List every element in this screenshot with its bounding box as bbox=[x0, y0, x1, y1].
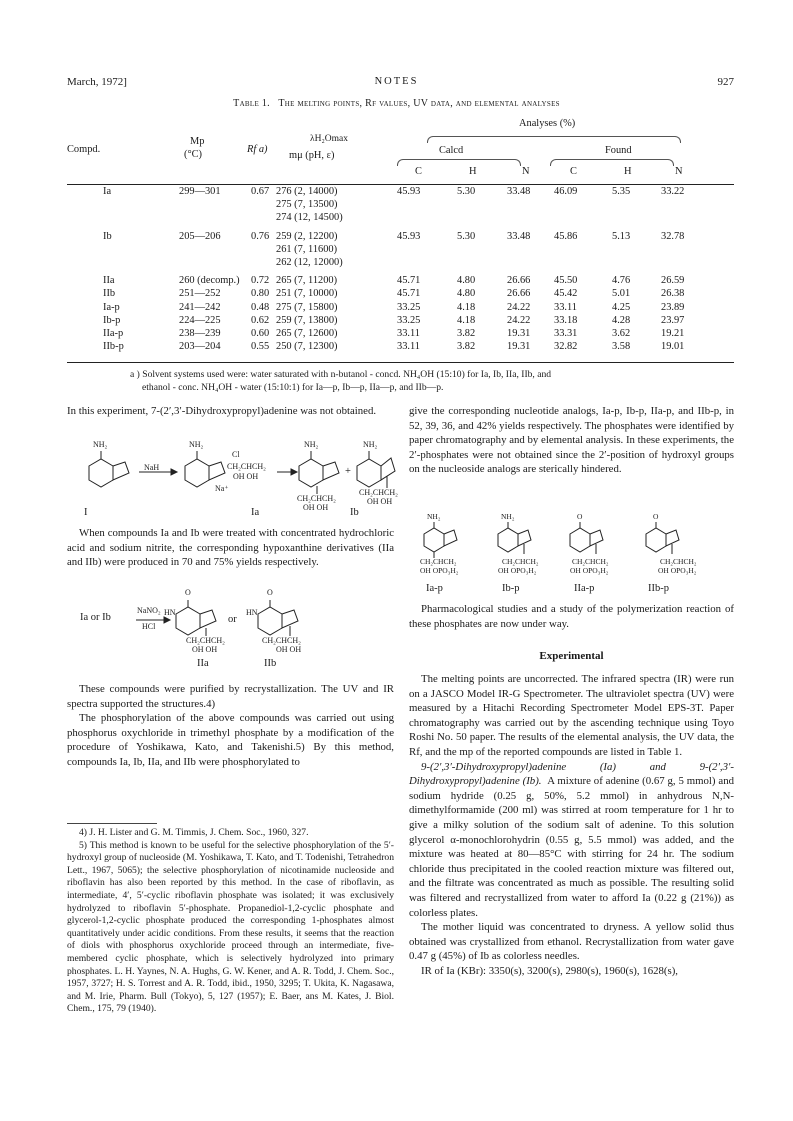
scheme2-reagent2: HCl bbox=[142, 622, 156, 631]
table-footnote-line2: ethanol - conc. NH₄OH - water (15:10:1) for Ia—p, Ib—p, IIa—p, and IIb—p. bbox=[142, 382, 444, 393]
table-cell-rf: 0.80 bbox=[251, 288, 270, 300]
table-cell-fc: 32.82 bbox=[554, 341, 578, 353]
table-cell-fc: 45.86 bbox=[554, 230, 578, 242]
table-cell-uv: 262 (12, 12000) bbox=[276, 257, 343, 268]
scheme1-label-i: I bbox=[84, 507, 88, 518]
table-cell-uv: 250 (7, 12300) bbox=[276, 341, 338, 353]
table-caption bbox=[0, 98, 793, 109]
scheme2-oh-a: OH OH bbox=[192, 645, 218, 654]
scheme3-sub-2: OH OPO₃H₂ bbox=[498, 566, 537, 575]
table-cell-cc: 45.71 bbox=[397, 275, 421, 287]
table-cell-fh: 3.58 bbox=[612, 341, 631, 353]
header-found: Found bbox=[605, 145, 632, 156]
table-cell-uv: 265 (7, 12600) bbox=[276, 328, 338, 339]
table-cell-cn: 24.22 bbox=[507, 314, 531, 326]
table-cell-compd: Ia bbox=[103, 186, 112, 197]
left-paragraph-1: In this experiment, 7-(2′,3′-Dihydroxypropyl)adenine was not obtained. bbox=[67, 405, 377, 417]
table-cell-uv: 261 (7, 11600) bbox=[276, 243, 338, 255]
footnote-rule bbox=[67, 823, 157, 824]
table-cell-fn: 19.01 bbox=[661, 341, 685, 353]
table-cell-ch: 4.80 bbox=[457, 275, 476, 287]
table-cell-mp: 251—252 bbox=[179, 288, 221, 300]
scheme-nucleotide-analogs bbox=[420, 512, 720, 596]
table-cell-mp: 224—225 bbox=[179, 314, 221, 326]
table-cell-uv: 276 (2, 14000) bbox=[276, 186, 338, 197]
right-p1 bbox=[409, 404, 734, 477]
table-cell-cc: 33.11 bbox=[397, 328, 420, 339]
table-cell-rf: 0.62 bbox=[251, 314, 270, 326]
table-cell-fh: 5.13 bbox=[612, 230, 631, 242]
found-brace bbox=[550, 159, 674, 166]
right-paragraph-4 bbox=[409, 760, 734, 921]
table-cell-fc: 45.50 bbox=[554, 275, 578, 287]
scheme2-start: Ia or Ib bbox=[80, 612, 111, 623]
table-cell-uv: 265 (7, 11200) bbox=[276, 275, 338, 287]
header-analyses: Analyses (%) bbox=[519, 118, 576, 129]
scheme2-o-a: O bbox=[185, 588, 191, 597]
table-cell-fn: 23.97 bbox=[661, 314, 685, 326]
table-footnote-line1: a ) Solvent systems used were: water saturated with n-butanol - concd. NH₄OH (15:10) for Ia, Ib, IIa, IIb, and bbox=[130, 369, 552, 380]
table-caption-prefix: Table 1. bbox=[233, 98, 270, 109]
table-cell-uv: 251 (7, 10000) bbox=[276, 288, 338, 300]
table-cell-fh: 3.62 bbox=[612, 328, 631, 339]
header-h: H bbox=[469, 166, 477, 177]
scheme2-label-iia: IIa bbox=[197, 658, 209, 669]
table-cell-rf: 0.67 bbox=[251, 186, 270, 197]
scheme1-nh2-salt: NH₂ bbox=[189, 440, 204, 449]
table-caption-text: The melting points, Rf values, UV data, and elemental analyses bbox=[278, 98, 560, 109]
right-p2 bbox=[409, 602, 734, 631]
scheme2-hn-a: HN bbox=[164, 608, 176, 617]
scheme1-nh2-ib: NH₂ bbox=[363, 440, 378, 449]
header-h-found: H bbox=[624, 166, 632, 177]
scheme1-nh2-ia: NH₂ bbox=[304, 440, 319, 449]
scheme3-label-ib-p: Ib-p bbox=[502, 583, 520, 594]
table-cell-compd: Ib bbox=[103, 230, 112, 242]
table-cell-cn: 26.66 bbox=[507, 275, 531, 287]
table-cell-fh: 5.01 bbox=[612, 288, 631, 300]
left-p1 bbox=[67, 404, 394, 419]
scheme1-nh2-i: NH₂ bbox=[93, 440, 108, 449]
header-section: NOTES bbox=[374, 76, 419, 87]
table-cell-cn: 33.48 bbox=[507, 186, 531, 197]
scheme1-label-ia: Ia bbox=[251, 507, 260, 518]
table-cell-mp: 205—206 bbox=[179, 230, 221, 242]
table-cell-fn: 26.59 bbox=[661, 275, 685, 287]
left-footnotes bbox=[67, 827, 394, 1016]
scheme3-sub-1: OH OPO₃H₂ bbox=[420, 566, 459, 575]
header-rf: Rf a) bbox=[247, 144, 268, 155]
header-uv-units: mμ (pH, ε) bbox=[289, 150, 335, 161]
scheme2-chain-a: CH₂CHCH₂ bbox=[186, 636, 225, 645]
scheme3-label-iib-p: IIb-p bbox=[648, 583, 669, 594]
scheme3-o-4: O bbox=[653, 512, 659, 521]
table-cell-rf: 0.48 bbox=[251, 301, 270, 313]
footnote-5: 5) This method is known to be useful for the selective phosphorylation of the 5′-hydroxyl group of nucleoside (M. Yoshikawa, T. Kato, and T. Todenishi, Tetrahedron Lett., 1967, 5065); the selective phosphorylation of nicotinamide nucleoside and riboflavin has also been reported by this method. In the case of riboflavin, as intermediate, 4′, 5′-cyclic riboflavin phosphate was isolated; it was exclusively hydrolyzed to riboflavin 5′-phosphate. Propanediol-1,2-cyclic phosphate and glycerol-1,2-cyclic phosphate produced the corresponding 1-phosphates almost quantitatively under acidic conditions. From these results, it seems that the reaction of diols with phosphorus oxychloride proceed through an intermediate, five-membered cyclic phosphate, which is selectively hydrolyzed into primary phosphates. L. H. Yaynes, N. A. Hughs, G. W. Kener, and A. R. Todd, J. Chem. Soc., 1957, 3727; H. S. Torrest and A. R. Todd, ibid., 1950, 3295; T. Ukita, K. Nagasawa, and M. Irie, Pharm. Bull (Tokyo), 5, 127 (1957); E. Baer, ans M. Kates, J. Biol. Chem., 175, 79 (1940). bbox=[67, 839, 394, 1015]
header-c-found: C bbox=[570, 166, 577, 177]
right-paragraph-2: Pharmacological studies and a study of the polymerization reaction of these phosphates are now under way. bbox=[409, 603, 734, 630]
table-cell-cn: 24.22 bbox=[507, 301, 531, 313]
left-paragraph-4: The phosphorylation of the above compounds was carried out using phosphorus oxychloride in trimethyl phosphate by a modification of the procedure of Yoshikawa, Kato, and Takenishi.5) By this method, compounds Ia, Ib, IIa, and IIb were phosphorylated to bbox=[67, 712, 394, 768]
header-compd: Compd. bbox=[67, 144, 101, 155]
scheme2-chain-b: CH₂CHCH₂ bbox=[262, 636, 301, 645]
table-cell-uv: 259 (7, 13800) bbox=[276, 314, 338, 326]
table-cell-uv: 275 (7, 15800) bbox=[276, 301, 338, 313]
scheme3-nh2-2: NH₂ bbox=[501, 512, 515, 521]
scheme1-plus: + bbox=[345, 466, 351, 477]
table-cell-compd: Ib-p bbox=[103, 314, 121, 326]
scheme3-chain-2: CH₂CHCH₂ bbox=[502, 557, 539, 566]
header-c: C bbox=[415, 166, 422, 177]
scheme2-hn-b: HN bbox=[246, 608, 258, 617]
scheme2-structures bbox=[80, 596, 380, 668]
table-cell-fc: 45.42 bbox=[554, 288, 578, 300]
table-cell-fn: 26.38 bbox=[661, 288, 685, 300]
scheme2-oh-b: OH OH bbox=[276, 645, 302, 654]
scheme3-label-iia-p: IIa-p bbox=[574, 583, 595, 594]
right-paragraph-3: The melting points are uncorrected. The infrared spectra (IR) were run on a JASCO Model IR-G Spectrometer. The ultraviolet spectra (UV) were measured by a Hitachi Recording Spectrometer Model EPS-3T. Paper chromatography was carried out by the ascending technique using Toyo Roshi No. 50 paper. The results of the elemental analysis, the UV data, the Rf, and the mp of the reported compounds are listed in Table 1. bbox=[409, 673, 734, 758]
scheme3-chain-4: CH₂CHCH₂ bbox=[660, 557, 697, 566]
table-cell-cn: 19.31 bbox=[507, 328, 531, 339]
header-mp: Mp bbox=[190, 136, 205, 147]
scheme-adenine-alkylation bbox=[67, 436, 397, 518]
table-cell-mp: 241—242 bbox=[179, 301, 221, 313]
scheme1-chain: CH₂CHCH₂ bbox=[227, 462, 266, 471]
scheme3-chain-1: CH₂CHCH₂ bbox=[420, 557, 457, 566]
table-cell-compd: Ia-p bbox=[103, 301, 120, 313]
header-page-number: 927 bbox=[717, 76, 734, 88]
table-cell-fc: 33.11 bbox=[554, 301, 577, 313]
table-cell-ch: 5.30 bbox=[457, 186, 476, 197]
table-cell-cc: 45.71 bbox=[397, 288, 421, 300]
table-cell-ch: 4.18 bbox=[457, 301, 476, 313]
scheme1-label-ib: Ib bbox=[350, 507, 359, 518]
table-cell-fc: 33.18 bbox=[554, 314, 578, 326]
table-cell-ch: 3.82 bbox=[457, 341, 476, 353]
scheme2-or: or bbox=[228, 614, 237, 625]
scheme2-reagent1: NaNO₂ bbox=[137, 606, 161, 615]
scheme3-label-ia-p: Ia-p bbox=[426, 583, 443, 594]
table-cell-rf: 0.72 bbox=[251, 275, 270, 287]
table-cell-cc: 33.25 bbox=[397, 314, 421, 326]
scheme1-chain-ib: CH₂CHCH₂ bbox=[359, 488, 398, 497]
right-paragraph-1: give the corresponding nucleotide analogs, Ia-p, Ib-p, IIa-p, and IIb-p, in 52, 39, 36, and 42% yields respectively. The phosphates were identified by paper chromatography and by elemental analysis. In these experiments, the 2′-phosphates were not obtained since the 2′-position of hydroxyl groups on the nucleoside analogs are sterically hindered. bbox=[409, 405, 734, 476]
scheme2-label-iib: IIb bbox=[264, 658, 277, 669]
table-cell-cc: 45.93 bbox=[397, 186, 421, 197]
table-cell-compd: IIa bbox=[103, 275, 115, 287]
section-heading-experimental: Experimental bbox=[539, 650, 604, 662]
table-cell-rf: 0.60 bbox=[251, 328, 270, 339]
header-calcd: Calcd bbox=[439, 145, 464, 156]
header-uv-lambda: λH₂Omax bbox=[310, 134, 348, 144]
table-cell-ch: 5.30 bbox=[457, 230, 476, 242]
header-date: March, 1972] bbox=[67, 76, 127, 88]
scheme3-chain-3: CH₂CHCH₂ bbox=[572, 557, 609, 566]
table-cell-cn: 33.48 bbox=[507, 230, 531, 242]
table-cell-fh: 4.76 bbox=[612, 275, 631, 287]
right-paragraph-5: The mother liquid was concentrated to dryness. A yellow solid thus obtained was crystallized from ethanol. Recrystallization from water gave 0.47 g (45%) of Ib as colorless needles. bbox=[409, 921, 734, 963]
table-cell-fn: 19.21 bbox=[661, 328, 685, 339]
table-cell-mp: 260 (decomp.) bbox=[179, 275, 240, 287]
scheme-hypoxanthine-conversion bbox=[80, 588, 380, 676]
table-cell-fh: 5.35 bbox=[612, 186, 631, 197]
table-cell-cc: 33.11 bbox=[397, 341, 420, 353]
scheme3-o-3: O bbox=[577, 512, 583, 521]
table-cell-fh: 4.25 bbox=[612, 301, 631, 313]
table-cell-compd: IIa-p bbox=[103, 328, 124, 339]
table-rule-top bbox=[67, 184, 734, 185]
left-p2 bbox=[67, 526, 394, 570]
left-p3p4 bbox=[67, 682, 394, 770]
analyses-brace bbox=[427, 136, 681, 143]
header-mp-unit: (°C) bbox=[184, 149, 203, 160]
right-paragraph-6: IR of Ia (KBr): 3350(s), 3200(s), 2980(s), 1960(s), 1628(s), bbox=[421, 964, 678, 977]
right-body bbox=[409, 672, 734, 978]
table-cell-cc: 45.93 bbox=[397, 230, 421, 242]
scheme1-oh: OH OH bbox=[233, 472, 259, 481]
scheme1-reagent: NaH bbox=[144, 463, 160, 472]
table-cell-ch: 4.80 bbox=[457, 288, 476, 300]
scheme1-na: Na⁺ bbox=[215, 484, 229, 493]
table-cell-cn: 19.31 bbox=[507, 341, 531, 353]
scheme1-structures bbox=[67, 436, 397, 518]
calcd-brace bbox=[397, 159, 521, 166]
prep-text: A mixture of adenine (0.67 g, 5 mmol) and sodium hydride (0.25 g, 50%, 5.2 mmol) in anhydrous N,N-dimethylformamide (200 ml) was stirred at room temperature for 1 hr to give a milky solution of the sodium salt of adenine. To this solution glycerol α-monochlorohydrin (0.55 g, 5.5 mmol) was added, and the mixture was heated at 80—85°C with stirring for 24 hr. The sodium chloride thus precipitated in the cooled reaction mixture was filtered out, and the filtrate was concentrated as much as possible. The resulting solid was filtered and recrystallized from water to afford Ia (0.22 g (21%)) as colorless plates. bbox=[409, 775, 734, 919]
table-cell-rf: 0.55 bbox=[251, 341, 270, 353]
table-cell-ch: 3.82 bbox=[457, 328, 476, 339]
table-footnote bbox=[130, 368, 730, 394]
scheme1-cl: Cl bbox=[232, 450, 240, 459]
table-cell-compd: IIb bbox=[103, 288, 116, 300]
left-paragraph-2: When compounds Ia and Ib were treated with concentrated hydrochloric acid and sodium nitrite, the corresponding hypoxanthine derivatives (IIa and IIb) were produced in 70 and 75% yields respectively. bbox=[67, 527, 394, 569]
table-cell-rf: 0.76 bbox=[251, 230, 270, 242]
table-cell-fc: 33.31 bbox=[554, 328, 578, 339]
table-cell-mp: 203—204 bbox=[179, 341, 221, 353]
scheme1-oh-ib: OH OH bbox=[367, 497, 393, 506]
table-rule-bottom bbox=[67, 362, 734, 363]
table-cell-cc: 33.25 bbox=[397, 301, 421, 313]
table-cell-fn: 32.78 bbox=[661, 230, 685, 242]
scheme3-nh2-1: NH₂ bbox=[427, 512, 441, 521]
table-cell-mp: 299—301 bbox=[179, 186, 221, 197]
left-paragraph-3: These compounds were purified by recrystallization. The UV and IR spectra supported the structures.4) bbox=[67, 683, 394, 710]
table-cell-fn: 23.89 bbox=[661, 301, 685, 313]
table-cell-mp: 238—239 bbox=[179, 328, 221, 339]
table-cell-fc: 46.09 bbox=[554, 186, 578, 197]
prep-title: 9-(2′,3′-Dihydroxypropyl)adenine (Ia) and 9-(2′,3′-Dihydroxypropyl)adenine (Ib). bbox=[409, 760, 734, 788]
table-cell-uv: 259 (2, 12200) bbox=[276, 230, 338, 242]
header-n-found: N bbox=[675, 166, 683, 177]
table-cell-fn: 33.22 bbox=[661, 186, 685, 197]
scheme2-o-b: O bbox=[267, 588, 273, 597]
scheme3-sub-3: OH OPO₃H₂ bbox=[570, 566, 609, 575]
table-cell-uv: 275 (7, 13500) bbox=[276, 199, 338, 211]
scheme1-oh-ia: OH OH bbox=[303, 503, 329, 512]
table-cell-ch: 4.18 bbox=[457, 314, 476, 326]
scheme3-sub-4: OH OPO₃H₂ bbox=[658, 566, 697, 575]
header-n: N bbox=[522, 166, 530, 177]
scheme1-chain-ia: CH₂CHCH₂ bbox=[297, 494, 336, 503]
table-cell-compd: IIb-p bbox=[103, 341, 124, 353]
table-cell-fh: 4.28 bbox=[612, 314, 631, 326]
footnote-4: 4) J. H. Lister and G. M. Timmis, J. Chem. Soc., 1960, 327. bbox=[79, 827, 309, 838]
table-cell-uv: 274 (12, 14500) bbox=[276, 212, 343, 224]
table-cell-cn: 26.66 bbox=[507, 288, 531, 300]
